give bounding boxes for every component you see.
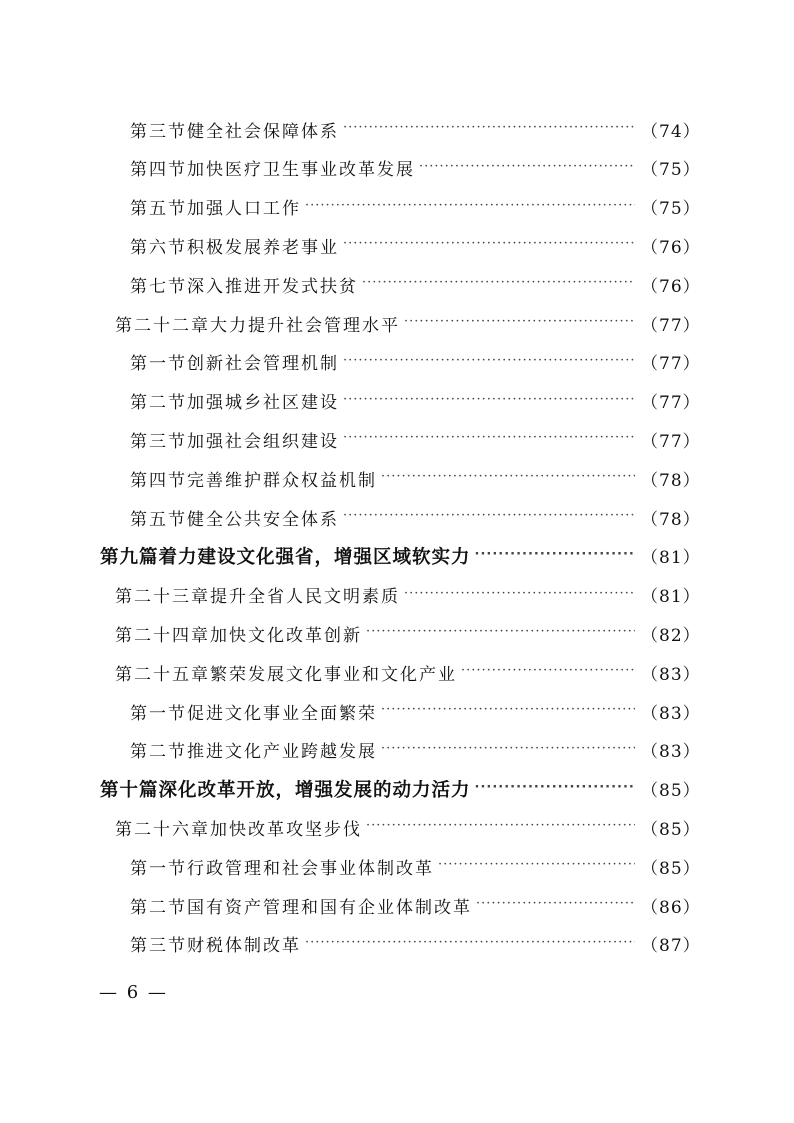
- entry-number: 第二十五章: [115, 664, 210, 685]
- leader-dots: [343, 508, 635, 526]
- entry-title: 加快改革攻坚步伐: [210, 819, 362, 840]
- toc-entry[interactable]: [130, 925, 701, 963]
- toc-entry[interactable]: [130, 731, 701, 769]
- entry-page: （75）: [641, 199, 701, 220]
- leader-dots: [343, 353, 635, 371]
- entry-number: 第二十四章: [115, 625, 210, 646]
- leader-dots: [343, 120, 635, 138]
- entry-number: 第二节: [130, 742, 187, 763]
- leader-dots: [381, 469, 635, 487]
- entry-title: 深入推进开发式扶贫: [187, 276, 358, 297]
- toc-entry[interactable]: [130, 110, 701, 148]
- entry-page: （82）: [641, 625, 701, 646]
- entry-title: 国有资产管理和国有企业体制改革: [187, 897, 472, 918]
- entry-number: 第一节: [130, 858, 187, 879]
- entry-page: （78）: [641, 509, 701, 530]
- entry-number: 第三节: [130, 936, 187, 957]
- entry-number: 第十篇: [100, 779, 159, 801]
- entry-title: 加快文化改革创新: [210, 625, 362, 646]
- entry-page: （85）: [641, 858, 701, 879]
- entry-page: （83）: [641, 703, 701, 724]
- leader-dots: [343, 392, 635, 410]
- entry-title: 创新社会管理机制: [187, 354, 339, 375]
- entry-number: 第二十二章: [115, 315, 210, 336]
- entry-title: 繁荣发展文化事业和文化产业: [210, 664, 457, 685]
- leader-dots: [343, 236, 635, 254]
- leader-dots: [305, 198, 635, 216]
- toc-entry[interactable]: [130, 847, 701, 885]
- entry-number: 第一节: [130, 354, 187, 375]
- entry-page: （77）: [641, 431, 701, 452]
- leader-dots: [461, 663, 635, 681]
- entry-page: （78）: [641, 470, 701, 491]
- entry-title: 加强人口工作: [187, 199, 301, 220]
- toc-entry[interactable]: [115, 808, 701, 846]
- leader-dots: [438, 857, 635, 875]
- entry-number: 第二十三章: [115, 587, 210, 608]
- entry-title: 加强城乡社区建设: [187, 393, 339, 414]
- entry-number: 第二十六章: [115, 819, 210, 840]
- leader-dots: [404, 314, 635, 332]
- page-number-footer: — 6 —: [99, 982, 168, 1003]
- leader-dots: [404, 586, 635, 604]
- entry-page: （76）: [641, 237, 701, 258]
- entry-number: 第四节: [130, 470, 187, 491]
- toc-entry[interactable]: [115, 653, 701, 691]
- leader-dots: [366, 818, 635, 836]
- entry-number: 第五节: [130, 509, 187, 530]
- leader-dots: [419, 159, 635, 177]
- leader-dots: [475, 780, 635, 798]
- entry-page: （83）: [641, 664, 701, 685]
- entry-number: 第二节: [130, 393, 187, 414]
- entry-number: 第二节: [130, 897, 187, 918]
- toc-entry[interactable]: [100, 770, 701, 808]
- entry-page: （74）: [641, 121, 701, 142]
- entry-page: （75）: [641, 160, 701, 181]
- toc-entry[interactable]: [130, 886, 701, 924]
- entry-title: 财税体制改革: [187, 936, 301, 957]
- toc-entry[interactable]: [130, 498, 701, 536]
- toc-entry[interactable]: [130, 692, 701, 730]
- entry-number: 第四节: [130, 160, 187, 181]
- entry-page: （81）: [641, 587, 701, 608]
- entry-page: （81）: [641, 548, 701, 569]
- leader-dots: [366, 624, 635, 642]
- toc-entry[interactable]: [130, 420, 701, 458]
- entry-number: 第三节: [130, 431, 187, 452]
- entry-number: 第七节: [130, 276, 187, 297]
- entry-title: 完善维护群众权益机制: [187, 470, 377, 491]
- entry-page: （77）: [641, 315, 701, 336]
- entry-title: 推进文化产业跨越发展: [187, 742, 377, 763]
- toc-entry[interactable]: [115, 304, 701, 342]
- toc-entry[interactable]: [130, 149, 701, 187]
- toc-entry[interactable]: [115, 614, 701, 652]
- toc-entry[interactable]: [100, 537, 701, 575]
- leader-dots: [381, 741, 635, 759]
- toc-entry[interactable]: [130, 265, 701, 303]
- entry-title: 加强社会组织建设: [187, 431, 339, 452]
- leader-dots: [381, 702, 635, 720]
- entry-page: （77）: [641, 393, 701, 414]
- entry-title: 促进文化事业全面繁荣: [187, 703, 377, 724]
- leader-dots: [305, 935, 635, 953]
- toc-entry[interactable]: [130, 226, 701, 264]
- toc-entry[interactable]: [115, 576, 701, 614]
- entry-title: 健全社会保障体系: [187, 121, 339, 142]
- entry-number: 第六节: [130, 237, 187, 258]
- entry-number: 第九篇: [100, 546, 159, 568]
- entry-title: 行政管理和社会事业体制改革: [187, 858, 434, 879]
- entry-number: 第一节: [130, 703, 187, 724]
- entry-title: 大力提升社会管理水平: [210, 315, 400, 336]
- entry-number: 第五节: [130, 199, 187, 220]
- leader-dots: [476, 896, 635, 914]
- leader-dots: [475, 547, 635, 565]
- toc-entry[interactable]: [130, 459, 701, 497]
- leader-dots: [343, 430, 635, 448]
- entry-title: 深化改革开放，增强发展的动力活力: [158, 779, 471, 801]
- entry-page: （85）: [641, 819, 701, 840]
- entry-page: （85）: [641, 781, 701, 802]
- entry-title: 提升全省人民文明素质: [210, 587, 400, 608]
- toc-entry[interactable]: [130, 188, 701, 226]
- entry-title: 加快医疗卫生事业改革发展: [187, 160, 415, 181]
- entry-page: （76）: [641, 276, 701, 297]
- entry-number: 第三节: [130, 121, 187, 142]
- entry-title: 着力建设文化强省，增强区域软实力: [158, 546, 471, 568]
- leader-dots: [362, 275, 635, 293]
- toc-entry[interactable]: [130, 343, 701, 381]
- entry-page: （83）: [641, 742, 701, 763]
- entry-title: 积极发展养老事业: [187, 237, 339, 258]
- entry-page: （87）: [641, 936, 701, 957]
- entry-page: （77）: [641, 354, 701, 375]
- toc-entry[interactable]: [130, 382, 701, 420]
- entry-page: （86）: [641, 897, 701, 918]
- entry-title: 健全公共安全体系: [187, 509, 339, 530]
